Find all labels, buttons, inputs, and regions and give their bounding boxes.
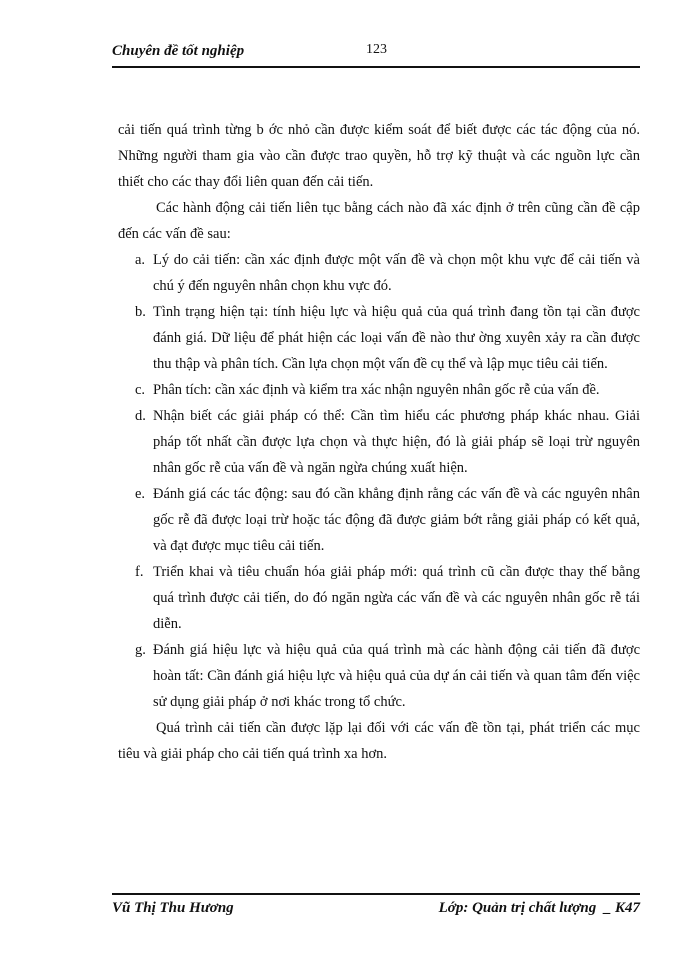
list-item-text: Phân tích: cần xác định và kiểm tra xác nhận nguyên nhân gốc rễ của vấn đề. — [153, 382, 600, 398]
list-marker: c. — [135, 382, 146, 398]
list-marker: a. — [135, 252, 146, 268]
list-item — [118, 481, 640, 559]
list-item — [118, 247, 640, 299]
page-header — [112, 40, 640, 68]
list-marker: e. — [135, 486, 146, 502]
list-item — [118, 637, 640, 715]
page-number: 123 — [366, 42, 387, 57]
list-marker: f. — [135, 564, 144, 580]
list-item-text: Đánh giá các tác động: sau đó cần khẳng định rằng các vấn đề và các nguyên nhân gốc rễ đã được loại trừ hoặc tác động đã được giảm bớt rằng giải pháp có kết quả, và đạt được mục tiêu cải tiến. — [153, 486, 640, 554]
list-item-text: Nhận biết các giải pháp có thể: Cần tìm hiểu các phương pháp khác nhau. Giải pháp tốt nhất cần được lựa chọn và thực hiện, đó là giải pháp sẽ loại trừ nguyên nhân gốc rễ của vấn đề và ngăn ngừa chúng xuất hiện. — [153, 408, 640, 476]
list-item — [118, 299, 640, 377]
list-item-text: Tình trạng hiện tại: tính hiệu lực và hiệu quả của quá trình đang tồn tại cần được đánh giá. Dữ liệu để phát hiện các loại vấn đề nào thư ờng xuyên xảy ra cần được thu thập và phân tích. Cần lựa chọn một vấn đề cụ thể và lập mục tiêu cải tiến. — [153, 304, 640, 372]
list-marker: d. — [135, 408, 146, 424]
list-item — [118, 559, 640, 637]
footer-author: Vũ Thị Thu Hương — [112, 900, 234, 916]
document-body — [118, 117, 640, 767]
list-marker: b. — [135, 304, 146, 320]
list-item — [118, 403, 640, 481]
list-item-text: Triển khai và tiêu chuẩn hóa giải pháp mới: quá trình cũ cần được thay thế bằng quá trình được cải tiến, do đó ngăn ngừa các vấn đề và các nguyên nhân gốc rễ tái diễn. — [153, 564, 640, 632]
list-item-text: Lý do cải tiến: cần xác định được một vấn đề và chọn một khu vực để cải tiến và chú ý đến nguyên nhân chọn khu vực đó. — [153, 252, 640, 294]
improvement-steps-list — [118, 247, 640, 715]
paragraph: Các hành động cải tiến liên tục bằng cách nào đã xác định ở trên cũng cần đề cập đến các vấn đề sau: — [118, 200, 640, 242]
closing-paragraph: Quá trình cải tiến cần được lặp lại đối với các vấn đề tồn tại, phát triển các mục tiêu và giải pháp cho cải tiến quá trình xa hơn. — [118, 720, 640, 762]
page-footer — [112, 893, 640, 925]
footer-class: Lớp: Quản trị chất lượng _ K47 — [438, 900, 640, 916]
list-item-text: Đánh giá hiệu lực và hiệu quả của quá trình mà các hành động cải tiến đã được hoàn tất: Cần đánh giá hiệu lực và hiệu quả của dự án cải tiến và quan tâm đến việc sử dụng giải pháp ở nơi khác trong tổ chức. — [153, 642, 640, 710]
paragraph: cải tiến quá trình từng b ớc nhỏ cần được kiểm soát để biết được các tác động của nó. Những người tham gia vào cần được trao quyền, hỗ trợ kỹ thuật và các nguồn lực cần thiết cho các thay đổi liên quan đến cải tiến. — [118, 122, 640, 190]
list-item — [118, 377, 640, 403]
list-marker: g. — [135, 642, 146, 658]
header-title: Chuyên đề tốt nghiệp — [112, 43, 245, 59]
